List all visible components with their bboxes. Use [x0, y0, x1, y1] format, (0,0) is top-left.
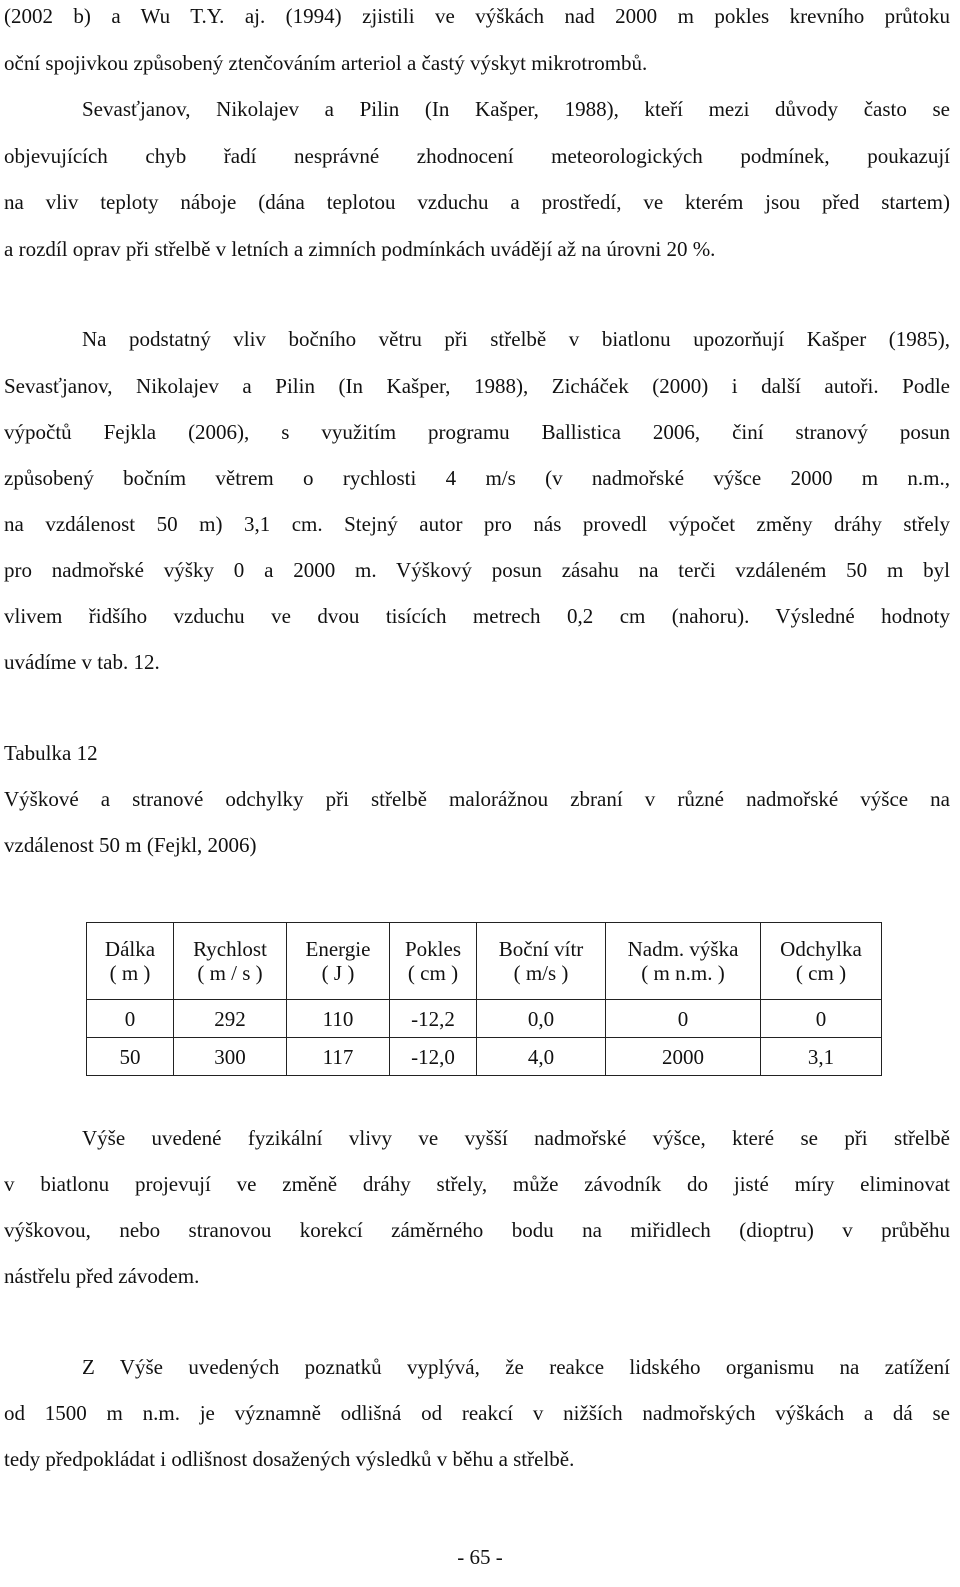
para4-line: tedy předpokládat i odlišnost dosažených výsledků v běhu a střelbě.: [4, 1447, 575, 1471]
table-cell: 2000: [606, 1038, 761, 1076]
para4-line: od 1500 m n.m. je významně odlišná od reakcí v nižších nadmořských výškách a dá se: [4, 1401, 950, 1425]
para2-line: vlivem řidšího vzduchu ve dvou tisících metrech 0,2 cm (nahoru). Výsledné hodnoty: [4, 604, 950, 628]
table-cell: 0,0: [477, 1000, 606, 1038]
table-header-cell: Odchylka ( cm ): [761, 923, 882, 1000]
para3-line: Výše uvedené fyzikální vlivy ve vyšší nadmořské výšce, které se při střelbě: [82, 1126, 950, 1150]
para3-line: v biatlonu projevují ve změně dráhy střely, může závodník do jisté míry eliminovat: [4, 1172, 950, 1196]
para2-line: na vzdálenost 50 m) 3,1 cm. Stejný autor pro nás provedl výpočet změny dráhy střely: [4, 512, 950, 536]
table-cell: 0: [606, 1000, 761, 1038]
table-header-cell: Boční vítr ( m/s ): [477, 923, 606, 1000]
table-row: [87, 1038, 882, 1076]
table-header-cell: Dálka ( m ): [87, 923, 174, 1000]
para3-line: nástřelu před závodem.: [4, 1264, 200, 1288]
para1-line: Sevasťjanov, Nikolajev a Pilin (In Kašper, 1988), kteří mezi důvody často se: [82, 97, 950, 121]
table-caption-label: Tabulka 12: [4, 741, 98, 765]
para3-line: výškovou, nebo stranovou korekcí záměrného bodu na miřidlech (dioptru) v průběhu: [4, 1218, 950, 1242]
table-cell: 3,1: [761, 1038, 882, 1076]
para2-line: uvádíme v tab. 12.: [4, 650, 160, 674]
table-header-row: [87, 923, 882, 1000]
table-cell: 110: [287, 1000, 390, 1038]
para1-line: na vliv teploty náboje (dána teplotou vzduchu a prostředí, ve kterém jsou před startem): [4, 190, 950, 214]
table-cell: 117: [287, 1038, 390, 1076]
table-cell: 292: [174, 1000, 287, 1038]
table-row: [87, 1000, 882, 1038]
para4-line: Z Výše uvedených poznatků vyplývá, že reakce lidského organismu na zatížení: [82, 1355, 950, 1379]
table-header-cell: Rychlost ( m / s ): [174, 923, 287, 1000]
table-cell: 0: [761, 1000, 882, 1038]
para2-line: Na podstatný vliv bočního větru při střelbě v biatlonu upozorňují Kašper (1985),: [82, 327, 950, 351]
table-cell: -12,2: [390, 1000, 477, 1038]
table-caption-line: Výškové a stranové odchylky při střelbě malorážnou zbraní v různé nadmořské výšce na: [4, 787, 950, 811]
table-header-cell: Energie ( J ): [287, 923, 390, 1000]
para2-line: výpočtů Fejkla (2006), s využitím programu Ballistica 2006, činí stranový posun: [4, 420, 950, 444]
page-number: - 65 -: [457, 1545, 503, 1569]
table-cell: 50: [87, 1038, 174, 1076]
data-table: [86, 922, 882, 1076]
para1-line: oční spojivkou způsobený ztenčováním arteriol a častý výskyt mikrotrombů.: [4, 51, 648, 75]
para1-line: objevujících chyb řadí nesprávné zhodnocení meteorologických podmínek, poukazují: [4, 144, 950, 168]
table-cell: 0: [87, 1000, 174, 1038]
para2-line: způsobený bočním větrem o rychlosti 4 m/s (v nadmořské výšce 2000 m n.m.,: [4, 466, 950, 490]
para2-line: Sevasťjanov, Nikolajev a Pilin (In Kašper, 1988), Zicháček (2000) i další autoři. Podle: [4, 374, 950, 398]
table-cell: 4,0: [477, 1038, 606, 1076]
table-header-cell: Nadm. výška ( m n.m. ): [606, 923, 761, 1000]
table-cell: 300: [174, 1038, 287, 1076]
table-header-cell: Pokles ( cm ): [390, 923, 477, 1000]
para1-line: (2002 b) a Wu T.Y. aj. (1994) zjistili ve výškách nad 2000 m pokles krevního průtoku: [4, 4, 950, 28]
table-cell: -12,0: [390, 1038, 477, 1076]
table-caption-line: vzdálenost 50 m (Fejkl, 2006): [4, 833, 257, 857]
para2-line: pro nadmořské výšky 0 a 2000 m. Výškový posun zásahu na terči vzdáleném 50 m byl: [4, 558, 950, 582]
para1-line: a rozdíl oprav při střelbě v letních a zimních podmínkách uvádějí až na úrovni 20 %.: [4, 237, 716, 261]
